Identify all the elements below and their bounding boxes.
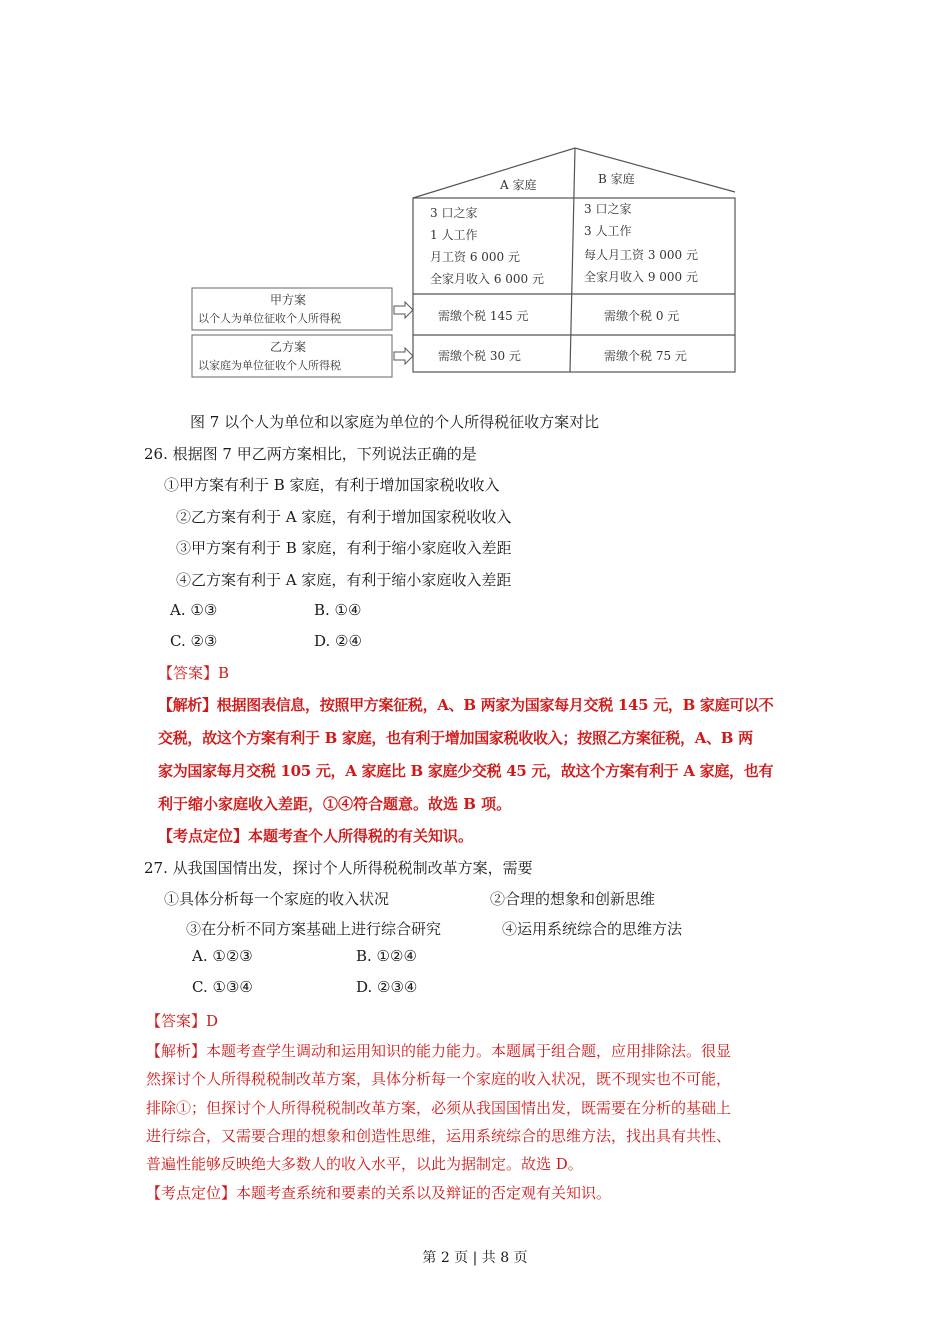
q27-stem: 27. 从我国国情出发，探讨个人所得税税制改革方案，需要 — [144, 859, 533, 877]
q26-analysis-line-1: 【解析】根据图表信息，按照甲方案征税，A、B 两家为国家每月交税 145 元，B 家庭可以不 — [158, 696, 774, 714]
family-a-line-3: 月工资 6 000 元 — [430, 250, 520, 264]
q26-analysis-line-4: 利于缩小家庭收入差距，①④符合题意。故选 B 项。 — [158, 795, 512, 813]
q26-analysis-line-2: 交税，故这个方案有利于 B 家庭，也有利于增加国家税收收入；按照乙方案征税，A、B 两 — [158, 729, 753, 747]
q26-choice-a: A. ①③ — [170, 601, 218, 619]
family-b-line-3: 每人月工资 3 000 元 — [584, 248, 698, 262]
q27-choice-c: C. ①③④ — [192, 978, 253, 996]
q26-stem: 26. 根据图 7 甲乙两方案相比，下列说法正确的是 — [144, 445, 477, 463]
q27-analysis-line-5: 普遍性能够反映绝大多数人的收入水平，以此为据制定。故选 D。 — [146, 1155, 583, 1173]
q26-choice-b: B. ①④ — [314, 601, 362, 619]
q26-option-1: ①甲方案有利于 B 家庭，有利于增加国家税收收入 — [164, 476, 500, 494]
header-family-a: A 家庭 — [500, 178, 537, 192]
q27-option-3: ③在分析不同方案基础上进行综合研究 — [186, 920, 442, 938]
plan-yi-title: 乙方案 — [270, 340, 307, 354]
q26-choice-c: C. ②③ — [170, 632, 218, 650]
q26-answer: 【答案】B — [158, 664, 230, 682]
plan-yi-desc: 以家庭为单位征收个人所得税 — [198, 359, 341, 372]
q26-option-4: ④乙方案有利于 A 家庭，有利于缩小家庭收入差距 — [176, 571, 512, 589]
plan-yi-b-tax: 需缴个税 75 元 — [604, 349, 687, 363]
q26-option-3: ③甲方案有利于 B 家庭，有利于缩小家庭收入差距 — [176, 539, 512, 557]
q27-analysis-line-4: 进行综合，又需要合理的想象和创造性思维，运用系统综合的思维方法，找出具有共性、 — [146, 1127, 732, 1145]
q27-point: 【考点定位】本题考查系统和要素的关系以及辩证的否定观有关知识。 — [146, 1184, 612, 1202]
q27-option-2: ②合理的想象和创新思维 — [490, 890, 656, 908]
q27-option-4: ④运用系统综合的思维方法 — [502, 920, 683, 938]
q26-option-2: ②乙方案有利于 A 家庭，有利于增加国家税收收入 — [176, 508, 512, 526]
q27-analysis-line-2: 然探讨个人所得税税制改革方案，具体分析每一个家庭的收入状况，既不现实也不可能， — [146, 1070, 732, 1088]
family-a-line-4: 全家月收入 6 000 元 — [430, 272, 544, 286]
header-family-b: B 家庭 — [598, 172, 635, 186]
plan-jia-title: 甲方案 — [270, 293, 307, 307]
q26-point: 【考点定位】本题考查个人所得税的有关知识。 — [158, 827, 474, 845]
family-b-line-4: 全家月收入 9 000 元 — [584, 270, 698, 284]
plan-yi-a-tax: 需缴个税 30 元 — [438, 349, 521, 363]
plan-jia-a-tax: 需缴个税 145 元 — [438, 309, 529, 323]
family-a-line-1: 3 口之家 — [430, 206, 478, 220]
q27-choice-b: B. ①②④ — [356, 947, 417, 965]
q27-analysis-line-3: 排除①；但探讨个人所得税税制改革方案，必须从我国国情出发，既需要在分析的基础上 — [146, 1099, 732, 1117]
q27-option-1: ①具体分析每一个家庭的收入状况 — [164, 890, 390, 908]
family-b-line-2: 3 人工作 — [584, 224, 632, 238]
q27-analysis-line-1: 【解析】本题考查学生调动和运用知识的能力能力。本题属于组合题，应用排除法。很显 — [146, 1042, 732, 1060]
family-b-line-1: 3 口之家 — [584, 202, 632, 216]
q27-answer: 【答案】D — [146, 1012, 219, 1030]
page-footer: 第 2 页 | 共 8 页 — [422, 1250, 528, 1266]
tax-comparison-figure — [180, 140, 740, 390]
q26-analysis-line-3: 家为国家每月交税 105 元，A 家庭比 B 家庭少交税 45 元，故这个方案有利于 A 家庭，也有 — [158, 762, 774, 780]
family-a-line-2: 1 人工作 — [430, 228, 478, 242]
q26-choice-d: D. ②④ — [314, 632, 362, 650]
plan-jia-b-tax: 需缴个税 0 元 — [604, 309, 680, 323]
q27-choice-a: A. ①②③ — [192, 947, 253, 965]
figure-caption: 图 7 以个人为单位和以家庭为单位的个人所得税征收方案对比 — [190, 413, 600, 431]
q27-choice-d: D. ②③④ — [356, 978, 418, 996]
plan-jia-desc: 以个人为单位征收个人所得税 — [198, 312, 341, 325]
